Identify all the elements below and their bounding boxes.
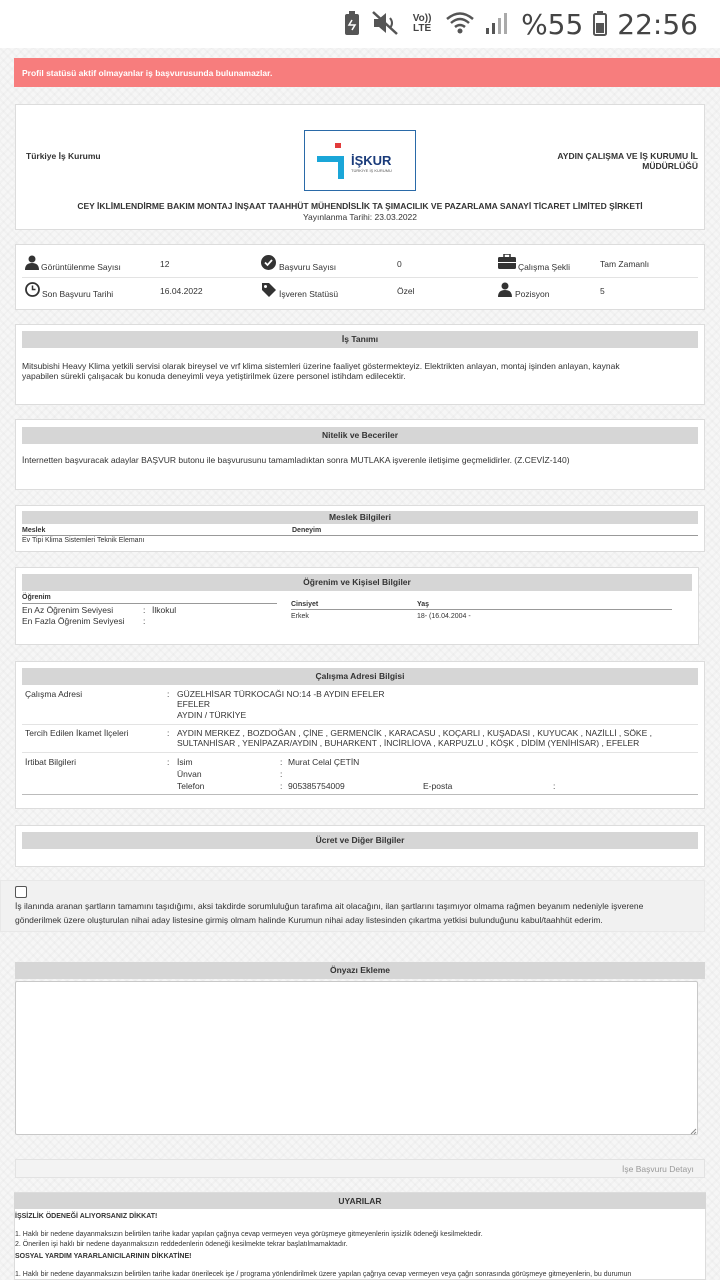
check-circle-icon bbox=[261, 255, 276, 272]
employer-status-value: Özel bbox=[397, 286, 415, 296]
experience-col-header: Deneyim bbox=[292, 527, 322, 534]
contact-name-label: İsim bbox=[177, 757, 193, 767]
contact-name-colon: : bbox=[280, 757, 283, 767]
min-education-colon: : bbox=[143, 605, 146, 615]
deadline-label: Son Başvuru Tarihi bbox=[42, 289, 114, 299]
work-address-line3: AYDIN / TÜRKİYE bbox=[177, 710, 247, 720]
battery-icon bbox=[593, 10, 607, 38]
warning-item-1: 1. Haklı bir nedene dayanmaksızın belirtilen tarihe kadar yapılan çağrıya cevap vermeyen veya görüşmeye gitmeyenlerin işsizlik ödeneği kesilmektedir. bbox=[15, 1231, 483, 1238]
consent-line2: gönderilmek üzere oluşturulan nihai aday listesine girmiş olmam halinde Kurumun nihai aday listesinden çıkartma yetkisi bulunduğunu kabul/taahhüt ederim. bbox=[15, 915, 603, 925]
qualifications-title: Nitelik ve Beceriler bbox=[22, 427, 698, 444]
address-bottom-divider bbox=[22, 794, 698, 795]
warning-heading-2: SOSYAL YARDIM YARARLANICILARININ DİKKATİNE! bbox=[15, 1253, 192, 1260]
agency-name: Türkiye İş Kurumu bbox=[26, 151, 101, 161]
position-value: 5 bbox=[600, 286, 605, 296]
stats-divider bbox=[22, 277, 698, 278]
profession-value: Ev Tipi Klima Sistemleri Teknik Elemanı bbox=[22, 537, 145, 544]
job-description-title: İş Tanımı bbox=[22, 331, 698, 348]
contact-email-label: E-posta bbox=[423, 781, 453, 791]
warnings-title: UYARILAR bbox=[14, 1193, 706, 1209]
clock-icon bbox=[25, 282, 40, 299]
contact-phone-value[interactable]: 905385754009 bbox=[288, 781, 345, 791]
contact-name-value: Murat Celal ÇETİN bbox=[288, 757, 360, 767]
battery-saver-icon bbox=[343, 10, 361, 38]
battery-percent: %55 bbox=[521, 7, 584, 41]
regional-office-text: AYDIN ÇALIŞMA VE İŞ KURUMU İL MÜDÜRLÜĞÜ bbox=[557, 151, 698, 171]
company-name: CEY İKLİMLENDİRME BAKIM MONTAJ İNŞAAT TAAHHÜT MÜHENDİSLİK TA ŞIMACILIK VE PAZARLAMA SANAYİ TİCARET LİMİTED ŞİRKETİ bbox=[77, 201, 643, 211]
clock: 22:56 bbox=[617, 7, 698, 41]
work-address-colon: : bbox=[167, 689, 170, 699]
applications-value: 0 bbox=[397, 259, 402, 269]
published-date: Yayınlanma Tarihi: 23.03.2022 bbox=[302, 212, 418, 222]
consent-checkbox[interactable] bbox=[15, 886, 27, 898]
age-value: 18- (16.04.2004 - bbox=[417, 613, 471, 620]
cover-letter-title: Önyazı Ekleme bbox=[15, 962, 705, 979]
tag-icon bbox=[261, 282, 277, 300]
work-address-line1: GÜZELHİSAR TÜRKOCAĞI NO:14 -B AYDIN EFELER bbox=[177, 689, 385, 699]
signal-icon bbox=[485, 11, 511, 37]
gender-value: Erkek bbox=[291, 613, 309, 620]
salary-title: Ücret ve Diğer Bilgiler bbox=[22, 832, 698, 849]
person-icon bbox=[498, 282, 512, 299]
age-col-header: Yaş bbox=[417, 601, 430, 608]
max-education-colon: : bbox=[143, 616, 146, 626]
status-bar bbox=[0, 0, 720, 48]
consent-line1: İş ilanında aranan şartların tamamını taşıdığımı, aksi takdirde sorumluluğun tarafıma ait olacağını, ilan şartlarını taşımıyor olmama rağmen beyanım nedeniyle işverene bbox=[15, 901, 644, 911]
iskur-logo bbox=[304, 130, 416, 191]
wifi-icon bbox=[445, 11, 475, 37]
contact-phone-colon: : bbox=[280, 781, 283, 791]
work-type-value: Tam Zamanlı bbox=[600, 259, 650, 269]
contact-email-colon: : bbox=[553, 781, 556, 791]
qualifications-text: İnternetten başvuracak adaylar BAŞVUR butonu ile başvurusunu tamamladıktan sonra MUTLAKA işverenle iletişime geçmelidirler. (Z.CEVİZ-140) bbox=[22, 455, 570, 465]
education-col-header: Öğrenim bbox=[22, 594, 51, 601]
address-divider-1 bbox=[22, 724, 698, 725]
application-detail-bar[interactable] bbox=[15, 1159, 705, 1178]
regional-office bbox=[540, 151, 698, 171]
employer-status-label: İşveren Statüsü bbox=[279, 289, 339, 299]
contact-colon: : bbox=[167, 757, 170, 767]
districts-line1: AYDIN MERKEZ , BOZDOĞAN , ÇİNE , GERMENCİK , KARACASU , KOÇARLI , KUŞADASI , KUYUCAK , NAZİLLİ , SÖKE , bbox=[177, 728, 652, 738]
warning-item-2: 2. Önerilen işi haklı bir nedene dayanmaksızın reddedenlerin ödeneği kesilmekte tekrar başlatılmamaktadır. bbox=[15, 1241, 348, 1248]
contact-title-colon: : bbox=[280, 769, 283, 779]
cover-letter-textarea[interactable] bbox=[15, 981, 698, 1135]
resize-handle-icon[interactable] bbox=[690, 1127, 697, 1137]
profession-col-header: Meslek bbox=[22, 527, 46, 534]
districts-colon: : bbox=[167, 728, 170, 738]
warning-heading-1: İŞSİZLİK ÖDENEĞİ ALIYORSANIZ DİKKAT! bbox=[15, 1213, 158, 1220]
min-education-value: İlkokul bbox=[152, 605, 177, 615]
views-value: 12 bbox=[160, 259, 170, 269]
profession-title: Meslek Bilgileri bbox=[22, 511, 698, 524]
profession-divider bbox=[22, 535, 698, 536]
districts-line2: SULTANHİSAR , YENİPAZAR/AYDIN , BUHARKENT , İNCİRLİOVA , KARPUZLU , KÖŞK , DİDİM (YENİHİSAR) , EFELER bbox=[177, 738, 640, 748]
contact-title-label: Ünvan bbox=[177, 769, 202, 779]
logo-subtext: TÜRKİYE İŞ KURUMU bbox=[351, 168, 392, 173]
address-title: Çalışma Adresi Bilgisi bbox=[22, 668, 698, 685]
deadline-value: 16.04.2022 bbox=[160, 286, 203, 296]
position-label: Pozisyon bbox=[515, 289, 550, 299]
districts-label: Tercih Edilen İkamet İlçeleri bbox=[25, 728, 129, 738]
job-description-line1: Mitsubishi Heavy Klima yetkili servisi olarak bireysel ve vrf klima sistemleri üzerine faaliyet göstermekteyiz. Elektrikten anlayan, montaj işinden anlayan, kaynak bbox=[22, 361, 620, 371]
gender-age-divider bbox=[291, 609, 672, 610]
mute-icon bbox=[371, 10, 399, 38]
contact-phone-label: Telefon bbox=[177, 781, 205, 791]
application-detail-link[interactable]: İşe Başvuru Detayı bbox=[622, 1164, 694, 1174]
network-type-label: Vo)) LTE bbox=[412, 13, 432, 34]
education-divider bbox=[22, 603, 277, 604]
logo-text: İŞKUR bbox=[351, 153, 392, 168]
contact-label: İrtibat Bilgileri bbox=[25, 757, 77, 767]
warning-item-3: 1. Haklı bir nedene dayanmaksızın belirtilen tarihe kadar önerilecek işe / programa yönlendirilmek üzere yapılan çağrıya cevap vermeyen veya çağrı sonrasında görüşmeye gitmeyenlerin, bu durumun bbox=[15, 1271, 632, 1278]
work-address-line2: EFELER bbox=[177, 699, 211, 709]
job-description-line2: yapabilen sürekli çalışacak bu konuda deneyimli veya yetiştirilmek üzere personel istihdam edilecektir. bbox=[22, 371, 406, 381]
briefcase-icon bbox=[498, 254, 516, 271]
min-education-label: En Az Öğrenim Seviyesi bbox=[22, 605, 114, 615]
gender-col-header: Cinsiyet bbox=[291, 601, 319, 608]
work-address-label: Çalışma Adresi bbox=[25, 689, 83, 699]
education-title: Öğrenim ve Kişisel Bilgiler bbox=[22, 574, 692, 591]
applications-label: Başvuru Sayısı bbox=[279, 262, 337, 272]
work-type-label: Çalışma Şekli bbox=[518, 262, 570, 272]
user-icon bbox=[25, 255, 39, 272]
profile-alert: Profil statüsü aktif olmayanlar iş başvurusunda bulunamazlar. bbox=[14, 58, 720, 87]
max-education-label: En Fazla Öğrenim Seviyesi bbox=[22, 616, 125, 626]
views-label: Görüntülenme Sayısı bbox=[41, 262, 121, 272]
address-divider-2 bbox=[22, 752, 698, 753]
